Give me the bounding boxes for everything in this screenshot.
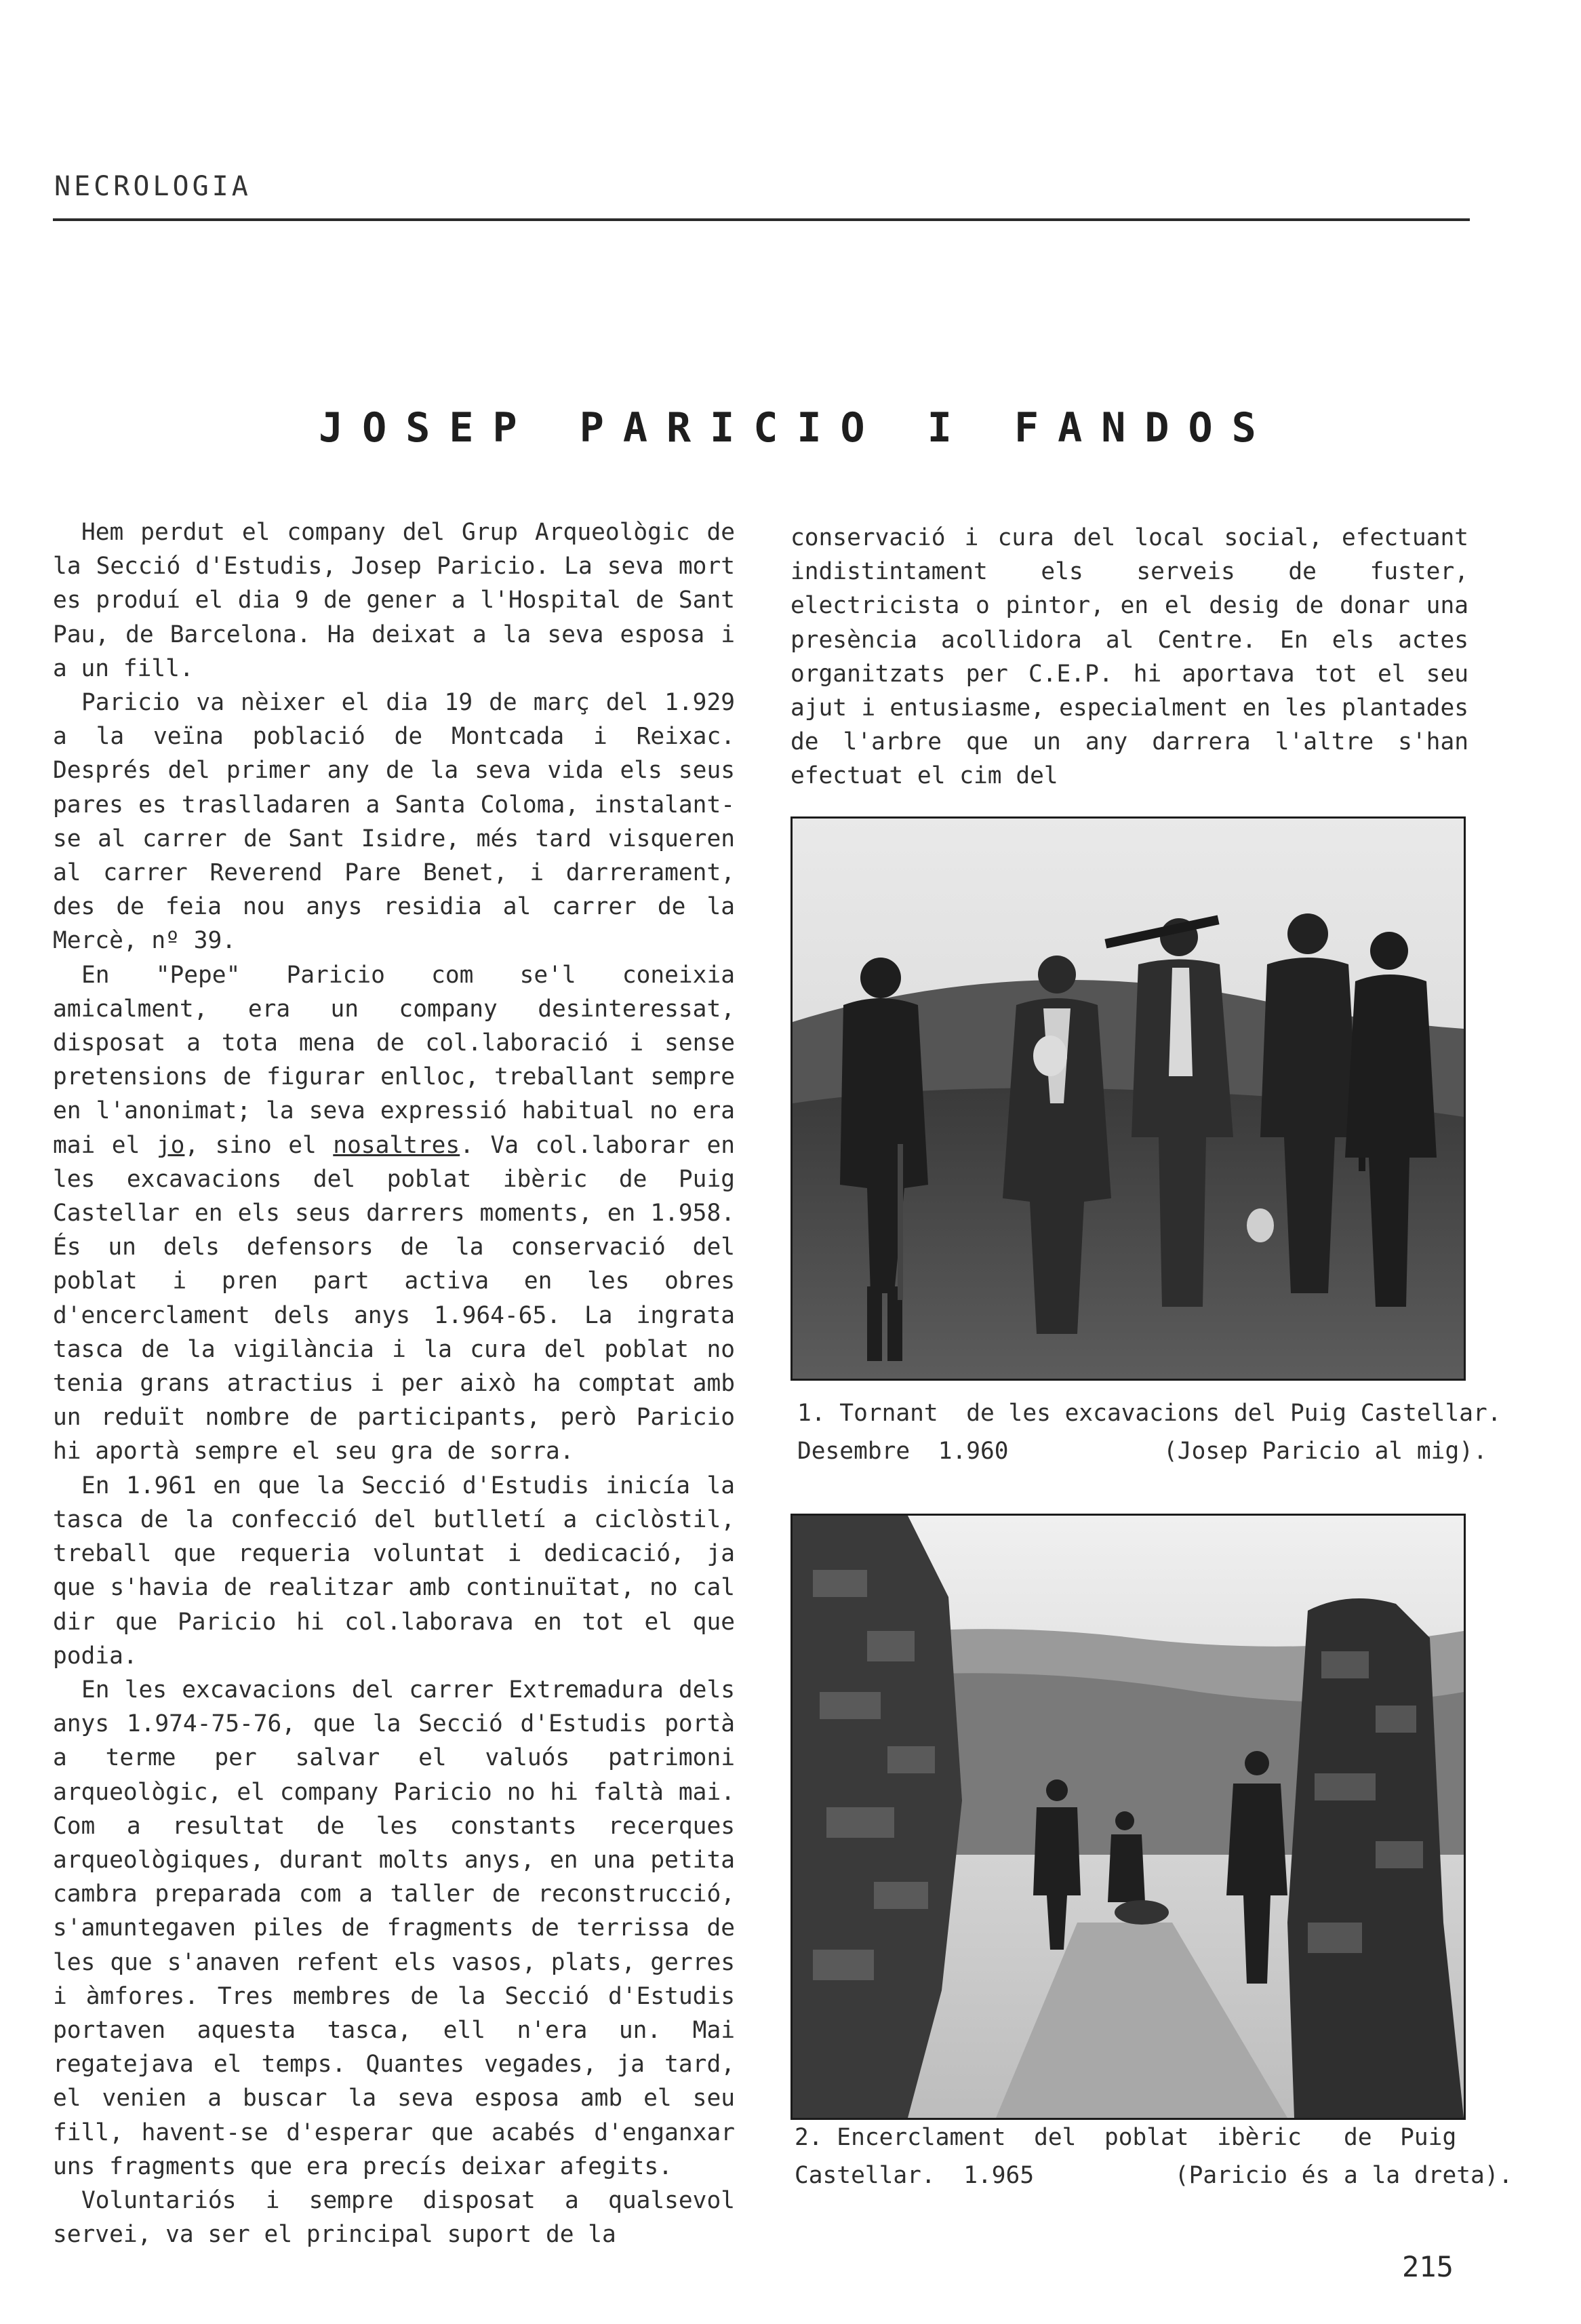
section-label: NECROLOGIA	[54, 171, 252, 202]
caption-line: Castellar. 1.965 (Paricio és a la dreta).	[795, 2162, 1513, 2189]
emphasis-nosaltres: nosaltres	[333, 1131, 460, 1159]
paragraph-text: Va col.laborar en les excavacions del poblat ibèric de Puig Castellar en els seus darrers moments, en 1.958. És un dels defensors de la conservació del poblat i pren part activa en les obres d'encerclament dels anys 1.964-65. La ingrata tasca de la vigilància i la cura del poblat no tenia grans atractius i per això ha comptat amb un reduït nombre de participants, però Paricio hi aportà sempre el seu gra de sorra.	[53, 1131, 736, 1465]
photo-encirclement	[790, 1514, 1466, 2120]
paragraph: Hem perdut el company del Grup Arqueològic de la Secció d'Estudis, Josep Paricio. La seva mort es produí el dia 9 de gener a l'Hospital de Sant Pau, de Barcelona. Ha deixat a la seva esposa i a un fill.	[53, 519, 735, 682]
paragraph	[53, 958, 735, 1469]
paragraph-text: En "Pepe" Paricio com se'l coneixia amicalment, era un company desinteressat, disposat a tota mena de col.laboració i sense pretensions de figurar enlloc, treballant sempre en l'anonimat; la seva expressió habitual no era mai el	[53, 961, 735, 1159]
figure-2-caption	[795, 2119, 1513, 2194]
text-period: .	[460, 1131, 474, 1159]
caption-line: 1. Tornant de les excavacions del Puig Castellar.	[797, 1400, 1502, 1427]
emphasis-jo: jo	[156, 1131, 185, 1159]
header-rule	[53, 218, 1470, 221]
figure-1-caption	[797, 1394, 1502, 1470]
paragraph: En 1.961 en que la Secció d'Estudis inicía la tasca de la confecció del butlletí a ciclòstil, treball que requeria voluntat i dedicació, ja que s'havia de realitzar amb continuïtat, no cal dir que Paricio hi col.laborava en tot el que podia.	[53, 1472, 735, 1670]
paragraph: Paricio va nèixer el dia 19 de març del 1.929 a la veïna població de Montcada i Reixac. Després del primer any de la seva vida els seus pares es traslladaren a Santa Coloma, instalant-se al carrer de Sant Isidre, més tard visqueren al carrer Reverend Pare Benet, i darrerament, des de feia nou anys residia al carrer de la Mercè, nº 39.	[53, 689, 735, 955]
paragraph: En les excavacions del carrer Extremadura dels anys 1.974-75-76, que la Secció d'Estudis portà a terme per salvar el valuós patrimoni arqueològic, el company Paricio no hi faltà mai. Com a resultat de les constants recerques arqueològiques, durant molts anys, en una petita cambra preparada com a taller de reconstrucció, s'amuntegaven piles de fragments de terrissa de les que s'anaven refent els vasos, plats, gerres i àmfores. Tres membres de la Secció d'Estudis portaven aquesta tasca, ell n'era un. Mai regatejava el temps. Quantes vegades, ja tard, el venien a buscar la seva esposa amb el seu fill, havent-se d'esperar que acabés d'enganxar uns fragments que era precís deixar afegits.	[53, 1676, 735, 2180]
photo-excavation-return	[790, 816, 1466, 1381]
page-number: 215	[1402, 2250, 1454, 2283]
paragraph: Voluntariós i sempre disposat a qualsevol servei, va ser el principal suport de la	[53, 2186, 735, 2249]
article-left-column	[53, 515, 735, 2251]
caption-line: Desembre 1.960 (Josep Paricio al mig).	[797, 1438, 1487, 1465]
caption-line: 2. Encerclament del poblat ibèric de Puig	[795, 2124, 1457, 2151]
text-sino: , sino el	[184, 1131, 317, 1159]
article-title: JOSEP PARICIO I FANDOS	[319, 404, 1275, 452]
paragraph: conservació i cura del local social, efectuant indistintament els serveis de fuster, electricista o pintor, en el desig de donar una presència acollidora al Centre. En els actes organitzats per C.E.P. hi aportava tot el seu ajut i entusiasme, especialment en les plantades de l'arbre que un any darrera l'altre s'han efectuat el cim del	[790, 524, 1468, 790]
article-right-column	[790, 521, 1468, 793]
